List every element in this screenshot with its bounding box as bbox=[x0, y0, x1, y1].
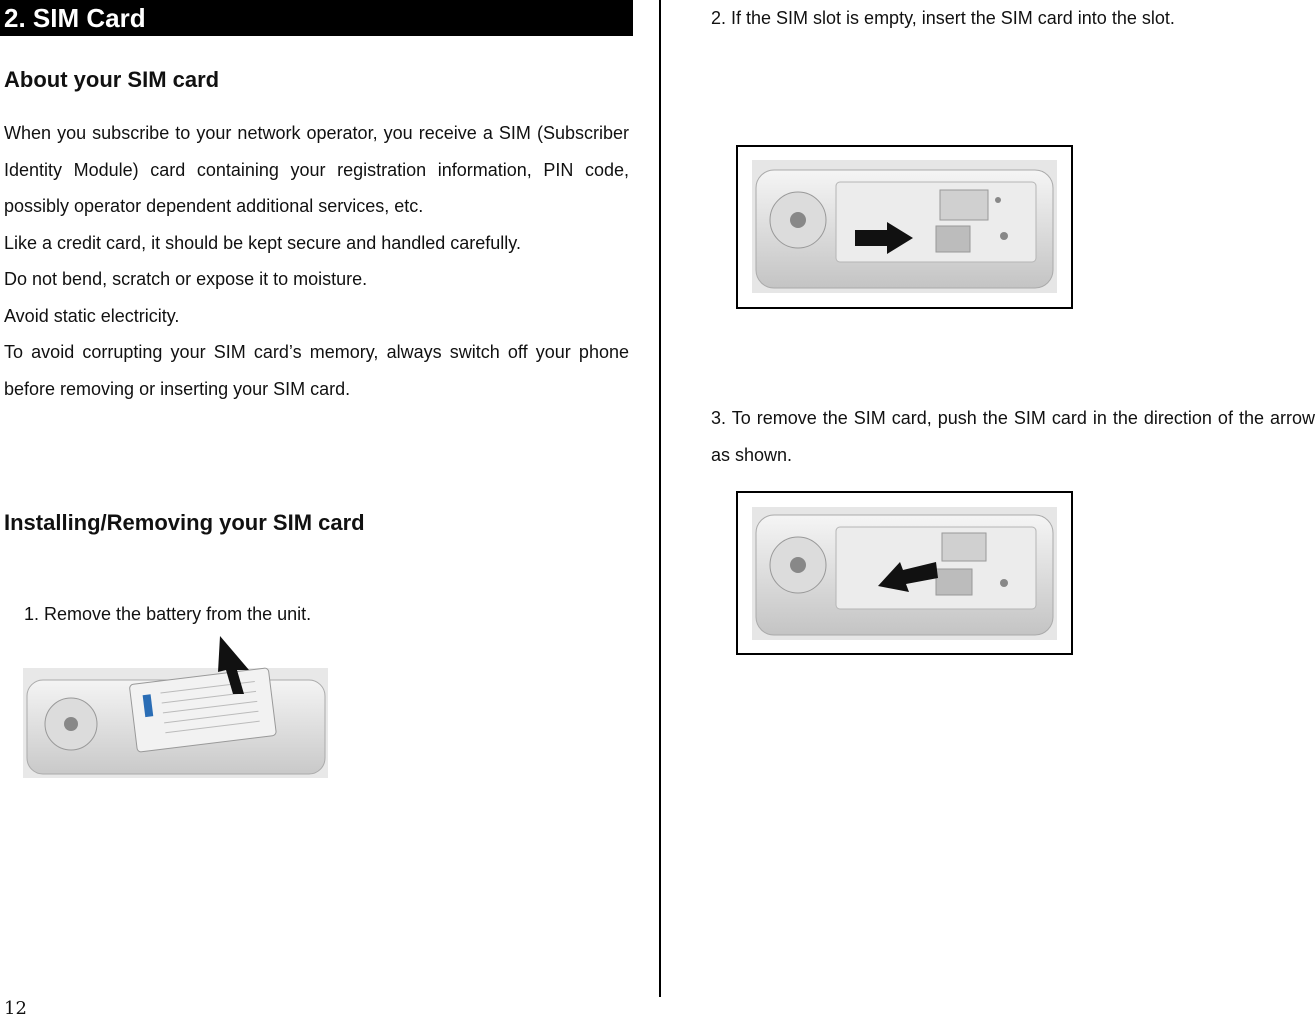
about-line-static: Avoid static electricity. bbox=[4, 305, 180, 326]
about-paragraph-switch: To avoid corrupting your SIM card’s memory, always switch off your phone before removing or inserting your SIM card. bbox=[4, 342, 629, 399]
about-line-bend: Do not bend, scratch or expose it to moisture. bbox=[4, 269, 368, 289]
about-body bbox=[4, 115, 629, 407]
page-number: 12 bbox=[4, 998, 27, 1019]
section-title: 2. SIM Card bbox=[0, 0, 633, 36]
step-1: 1. Remove the battery from the unit. bbox=[24, 604, 312, 624]
sim-remove-figure bbox=[736, 491, 1073, 655]
about-heading: About your SIM card bbox=[4, 67, 220, 92]
battery-removal-image bbox=[23, 636, 329, 778]
about-paragraph: When you subscribe to your network operator, you receive a SIM (Subscriber Identity Module) card containing your registration information, PIN code, possibly operator dependent additional services, etc. bbox=[4, 123, 629, 216]
sim-insert-image bbox=[752, 160, 1057, 293]
sim-insert-figure bbox=[736, 145, 1073, 309]
install-heading: Installing/Removing your SIM card bbox=[4, 510, 365, 535]
column-divider bbox=[659, 0, 661, 997]
about-line-credit: Like a credit card, it should be kept secure and handled carefully. bbox=[4, 232, 521, 253]
step-2: 2. If the SIM slot is empty, insert the SIM card into the slot. bbox=[711, 8, 1175, 28]
sim-remove-image bbox=[752, 507, 1057, 640]
step-3: 3. To remove the SIM card, push the SIM card in the direction of the arrow as shown. bbox=[711, 408, 1315, 465]
